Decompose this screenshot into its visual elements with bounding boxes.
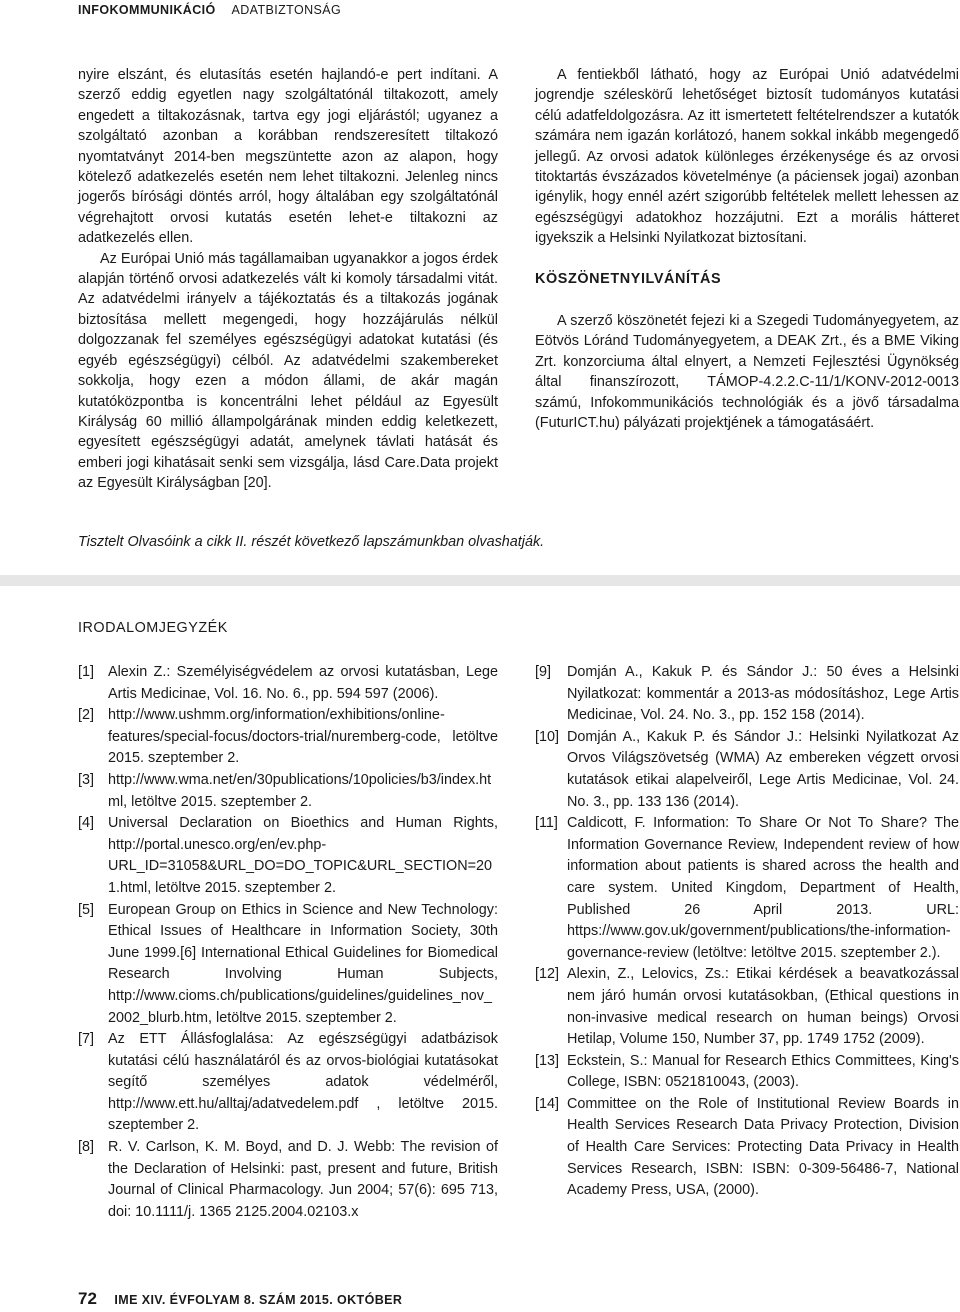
reference-item bbox=[535, 727, 959, 813]
references-heading: IRODALOMJEGYZÉK bbox=[78, 620, 228, 636]
reference-number: [1] bbox=[78, 664, 94, 680]
acknowledgement-heading: KÖSZÖNETNYILVÁNÍTÁS bbox=[535, 270, 722, 287]
reference-number: [9] bbox=[535, 664, 551, 680]
continuation-note: Tisztelt Olvasóink a cikk II. részét következő lapszámunkban olvashatják. bbox=[78, 534, 545, 550]
acknowledgement-paragraph: A szerző köszönetét fejezi ki a Szegedi Tudományegyetem, az Eötvös Lóránd Tudományegyetem, a DEAK Zrt., és a BME Viking Zrt. konzorciuma által elnyert, a Nemzeti Fejlesztési Ügynökség által finanszírozott, TÁMOP-4.2.2.C-11/1/KONV-2012-0013 számú, Infokommunikációs technológiák és a jövő társadalma (FuturICT.hu) pályázati projektjének a támogatásáért. bbox=[535, 313, 959, 432]
reference-text: Domján A., Kakuk P. és Sándor J.: 50 éves a Helsinki Nyilatkozat: kommentár a 2013-as módosításhoz, Lege Artis Medicinae, Vol. 24. No. 3., pp. 152 158 (2014). bbox=[567, 664, 959, 724]
reference-item bbox=[535, 1051, 959, 1094]
running-header bbox=[78, 3, 341, 17]
reference-number: [12] bbox=[535, 966, 560, 983]
reference-number: [14] bbox=[535, 1095, 560, 1112]
page-number: 72 bbox=[78, 1289, 97, 1308]
reference-item bbox=[78, 813, 498, 899]
reference-item bbox=[78, 770, 498, 813]
header-subsection: ADATBIZTONSÁG bbox=[231, 3, 342, 17]
reference-text: Committee on the Role of Institutional Review Boards in Health Services Research Data Privacy Protection, Division of Health Care Services: Protecting Data Privacy in Health Services Research, ISBN: ISBN: 0-309-56486-7, National Academy Press, USA, (2000). bbox=[567, 1095, 959, 1199]
header-section: INFOKOMMUNIKÁCIÓ bbox=[78, 3, 216, 17]
references-right-column bbox=[535, 662, 959, 1202]
page-footer bbox=[78, 1289, 402, 1309]
reference-text: http://www.wma.net/en/30publications/10policies/b3/index.html, letöltve 2015. szeptember 2. bbox=[108, 771, 492, 810]
references-left-column bbox=[78, 662, 498, 1223]
reference-text: Universal Declaration on Bioethics and Human Rights, http://portal.unesco.org/en/ev.php-URL_ID=31058&URL_DO=DO_TOPIC&URL_SECTION=201.html, letöltve 2015. szeptember 2. bbox=[108, 815, 498, 896]
reference-number: [11] bbox=[535, 815, 558, 832]
reference-text: Domján A., Kakuk P. és Sándor J.: Helsinki Nyilatkozat Az Orvos Világszövetség (WMA) Az embereken végzett orvosi kutatások etikai alapelveiről, Lege Artis Medicinae, Vol. 24. No. 3., pp. 133 136 (2014). bbox=[567, 728, 959, 810]
reference-text: Alexin, Z., Lelovics, Zs.: Etikai kérdések a beavatkozással nem járó humán orvosi kutatásokban, (Ethical questions in non-invasive medical research on human beings) Orvosi Hetilap, Volume 150, Number 37, pp. 1749 1752 (2009). bbox=[567, 966, 959, 1048]
reference-text: Caldicott, F. Information: To Share Or Not To Share? The Information Governance Review, Independent review of how information about patients is shared across the health and care system. United Kingdom, Department of Health, Published 26 April 2013. URL: https://www.gov.uk/government/publications/the-information-governance-review (letöltve: letöltve 2015. szeptember 2.). bbox=[567, 815, 959, 961]
reference-text: Az ETT Állásfoglalása: Az egészségügyi adatbázisok kutatási célú használatáról és az orvos-biológiai kutatásokat segítő személyes adatok védelméről, http://www.ett.hu/alltaj/adatvedelem.pdf , letöltve 2015. szeptember 2. bbox=[108, 1031, 498, 1134]
reference-text: http://www.ushmm.org/information/exhibitions/online-features/special-focus/doctors-trial/nuremberg-code, letöltve 2015. szeptember 2. bbox=[108, 707, 498, 767]
body-paragraph: A fentiekből látható, hogy az Európai Unió adatvédelmi jogrendje széleskörű lehetőséget biztosít tudományos kutatási célú adatfeldolgozásra. Az itt ismertetett feltételrendszer a kutatók számára nem igazán korlátozó, hanem sokkal inkább megengedő jellegű. Az orvosi adatok különleges érzékenysége és az orvosi titoktartás évszázados követelménye (a páciensek jogai) azonban igénylik, hogy ennél azért szigorúbb feltételek mellett lehessen az egészségügyi adatokhoz hozzájutni. Ezt a morális hátteret igyekszik a Helsinki Nyilatkozat biztosítani. bbox=[535, 67, 959, 247]
reference-text: Alexin Z.: Személyiségvédelem az orvosi kutatásban, Lege Artis Medicinae, Vol. 16. No. 6., pp. 594 597 (2006). bbox=[108, 664, 498, 702]
reference-number: [8] bbox=[78, 1139, 94, 1156]
reference-number: [7] bbox=[78, 1031, 94, 1048]
reference-item bbox=[78, 1029, 498, 1137]
reference-number: [10] bbox=[535, 728, 560, 745]
reference-number: [4] bbox=[78, 815, 94, 832]
body-paragraph: nyire elszánt, és elutasítás esetén hajlandó-e pert indítani. A szerző eddig egyetlen nagy szolgáltatónál tiltakozott, amely engedett a tiltakozásnak, tartva egy jogi eljárástól; ugyanez a szolgáltató azonban a korábban rendszeresített tiltakozó nyomtatványt 2014-ben megszüntette azon az alapon, hogy kötelező adatkezelés esetén nem lehet tiltakozni. Jelenleg nincs jogerős bírósági döntés arról, hogy általában egy szolgáltatónál végrehajtott orvosi kutatás esetén lehet-e tiltakozni az adatkezelés ellen. bbox=[78, 67, 498, 247]
reference-text: European Group on Ethics in Science and New Technology: Ethical Issues of Healthcare in Information Society, 30th June 1999.[6] International Ethical Guidelines for Biomedical Research Involving Human Subjects, http://www.cioms.ch/publications/guidelines/guidelines_nov_2002_blurb.htm, letöltve 2015. szeptember 2. bbox=[108, 901, 498, 1026]
reference-item bbox=[535, 662, 959, 727]
reference-item bbox=[78, 1137, 498, 1223]
left-text-column bbox=[78, 65, 498, 494]
reference-item bbox=[78, 705, 498, 770]
reference-text: Eckstein, S.: Manual for Research Ethics Committees, King's College, ISBN: 0521810043, (2003). bbox=[567, 1052, 959, 1091]
journal-issue: IME XIV. ÉVFOLYAM 8. SZÁM 2015. OKTÓBER bbox=[114, 1293, 403, 1307]
reference-item bbox=[78, 900, 498, 1030]
reference-item bbox=[535, 964, 959, 1050]
reference-number: [5] bbox=[78, 901, 94, 918]
section-divider bbox=[0, 575, 960, 586]
reference-item bbox=[535, 813, 959, 964]
reference-item bbox=[78, 662, 498, 705]
right-text-column bbox=[535, 65, 959, 434]
reference-number: [3] bbox=[78, 771, 94, 788]
reference-item bbox=[535, 1094, 959, 1202]
body-paragraph: Az Európai Unió más tagállamaiban ugyanakkor a jogos érdek alapján történő orvosi adatkezelés vált ki komoly társadalmi vitát. Az adatvédelmi irányelv a tájékoztatás és a tiltakozás jogának biztosítása mellett megengedi, hogy hozzájárulás nélkül dolgozzanak fel személyes egészségügyi adatokat kutatási (és egyéb egészségügyi) célból. Az adatvédelmi szakembereket sokkolja, hogy ezen a módon állami, de akár magán kutatóközpontba is koncentrálni lehet például az Egyesült Királyság 60 millió állampolgárának minden eddig keletkezett, egyesített egészségügyi adatát, amelynek távlati hatását és emberi jogi kihatásait senki sem vizsgálja, lásd Care.Data projekt az Egyesült Királyságban [20]. bbox=[78, 250, 498, 492]
reference-number: [2] bbox=[78, 707, 94, 724]
reference-number: [13] bbox=[535, 1052, 560, 1069]
reference-text: R. V. Carlson, K. M. Boyd, and D. J. Webb: The revision of the Declaration of Helsinki: past, present and future, British Journal of Clinical Pharmacology. Jun 2004; 57(6): 695 713, doi: 10.1111/j. 1365 2125.2004.02103.x bbox=[108, 1139, 498, 1220]
